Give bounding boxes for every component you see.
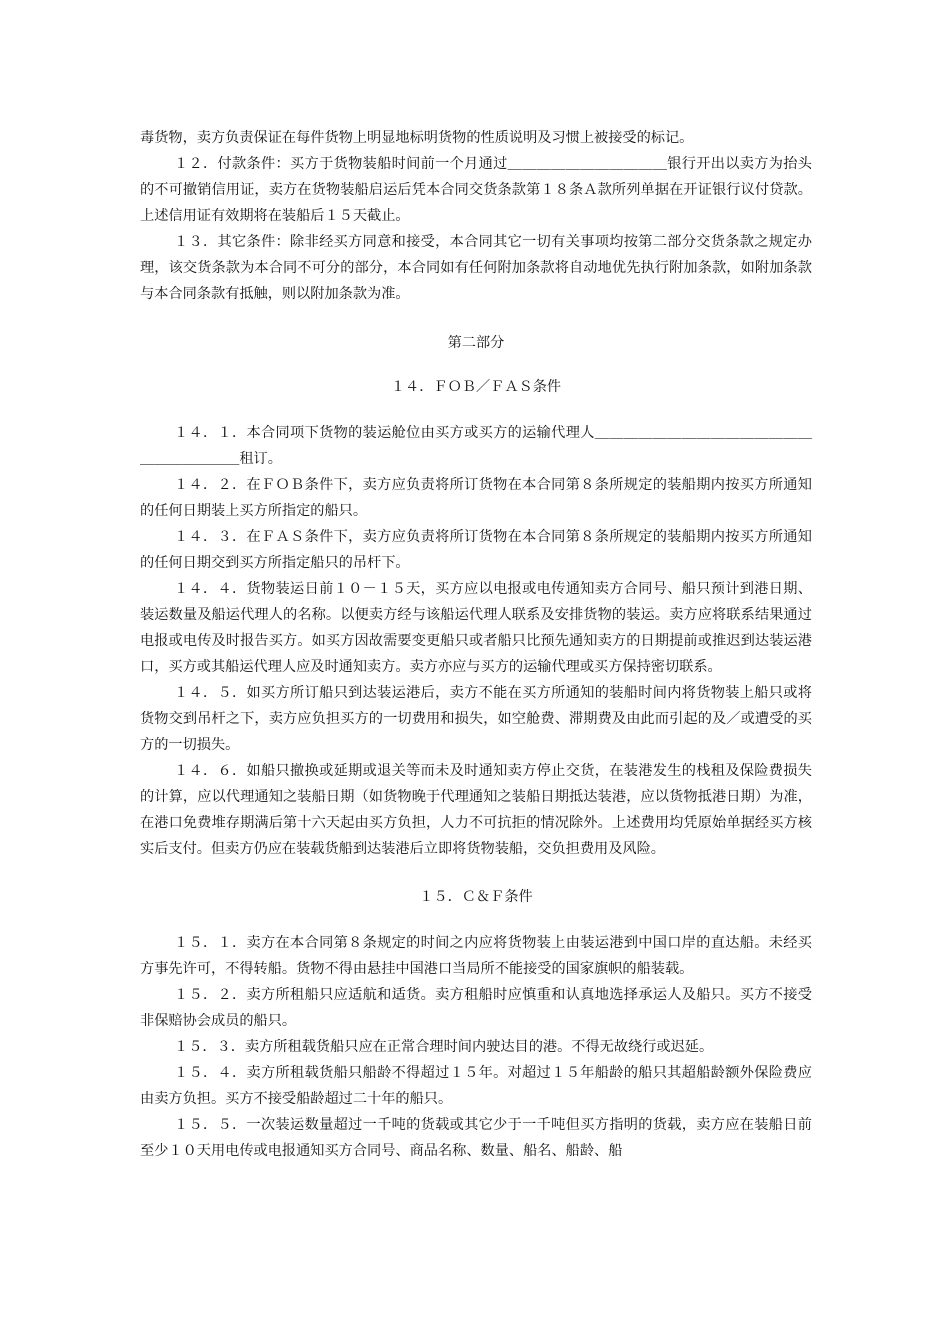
paragraph-15-3: １５．３．卖方所租载货船只应在正常合理时间内驶达目的港。不得无故绕行或迟延。 xyxy=(174,1039,714,1055)
paragraph-14-1: １４．１．本合同项下货物的装运舱位由买方或买方的运输代理人＿＿＿＿＿＿＿＿＿＿＿＿＿＿＿＿＿＿＿＿＿＿租订。 xyxy=(140,425,812,467)
paragraph-15-5: １５．５．一次装运数量超过一千吨的货载或其它少于一千吨但买方指明的货载，卖方应在装船日前至少１０天用电传或电报通知买方合同号、商品名称、数量、船名、船龄、船 xyxy=(140,1117,812,1159)
paragraph-15-1: １５．１．卖方在本合同第８条规定的时间之内应将货物装上由装运港到中国口岸的直达船。未经买方事先许可，不得转船。货物不得由悬挂中国港口当局所不能接受的国家旗帜的船装载。 xyxy=(140,935,812,977)
paragraph-14-2: １４．２．在ＦＯＢ条件下，卖方应负责将所订货物在本合同第８条所规定的装船期内按买方所通知的任何日期装上买方所指定的船只。 xyxy=(140,477,812,519)
document-page xyxy=(140,125,812,1164)
paragraph-continued: 毒货物，卖方负责保证在每件货物上明显地标明货物的性质说明及习惯上被接受的标记。 xyxy=(140,130,694,146)
section-15-title: １５．Ｃ＆Ｆ条件 xyxy=(419,889,533,905)
paragraph-14-3: １４．３．在ＦＡＳ条件下，卖方应负责将所订货物在本合同第８条所规定的装船期内按买方所通知的任何日期交到买方所指定船只的吊杆下。 xyxy=(140,529,812,571)
paragraph-clause-12: １２．付款条件：买方于货物装船时间前一个月通过＿＿＿＿＿＿＿＿＿＿＿银行开出以卖方为抬头的不可撤销信用证，卖方在货物装船启运后凭本合同交货条款第１８条Ａ款所列单据在开证银行议付贷款。上述信用证有效期将在装船后１５天截止。 xyxy=(140,156,812,224)
paragraph-14-5: １４．５．如买方所订船只到达装运港后，卖方不能在买方所通知的装船时间内将货物装上船只或将货物交到吊杆之下，卖方应负担买方的一切费用和损失，如空舱费、滞期费及由此而引起的及／或遭受的买方的一切损失。 xyxy=(140,685,812,753)
paragraph-14-4: １４．４．货物装运日前１０－１５天，买方应以电报或电传通知卖方合同号、船只预计到港日期、装运数量及船运代理人的名称。以便卖方经与该船运代理人联系及安排货物的装运。卖方应将联系结果通过电报或电传及时报告买方。如买方因故需要变更船只或者船只比预先通知卖方的日期提前或推迟到达装运港口，买方或其船运代理人应及时通知卖方。卖方亦应与买方的运输代理或买方保持密切联系。 xyxy=(140,581,812,675)
section-14-title: １４．ＦＯＢ／ＦＡＳ条件 xyxy=(390,379,562,395)
part-title: 第二部分 xyxy=(447,335,505,351)
paragraph-clause-13: １３．其它条件：除非经买方同意和接受，本合同其它一切有关事项均按第二部分交货条款之规定办理，该交货条款为本合同不可分的部分，本合同如有任何附加条款将自动地优先执行附加条款，如附加条款与本合同条款有抵触，则以附加条款为准。 xyxy=(140,234,812,302)
paragraph-14-6: １４．６．如船只撤换或延期或退关等而未及时通知卖方停止交货，在装港发生的栈租及保险费损失的计算，应以代理通知之装船日期（如货物晚于代理通知之装船日期抵达装港，应以货物抵港日期）为准，在港口免费堆存期满后第十六天起由买方负担，人力不可抗拒的情况除外。上述费用均凭原始单据经买方核实后支付。但卖方仍应在装载货船到达装港后立即将货物装船，交负担费用及风险。 xyxy=(140,763,812,857)
paragraph-15-2: １５．２．卖方所租船只应适航和适货。卖方租船时应慎重和认真地选择承运人及船只。买方不接受非保赔协会成员的船只。 xyxy=(140,987,812,1029)
paragraph-15-4: １５．４．卖方所租载货船只船龄不得超过１５年。对超过１５年船龄的船只其超船龄额外保险费应由卖方负担。买方不接受船龄超过二十年的船只。 xyxy=(140,1065,812,1107)
